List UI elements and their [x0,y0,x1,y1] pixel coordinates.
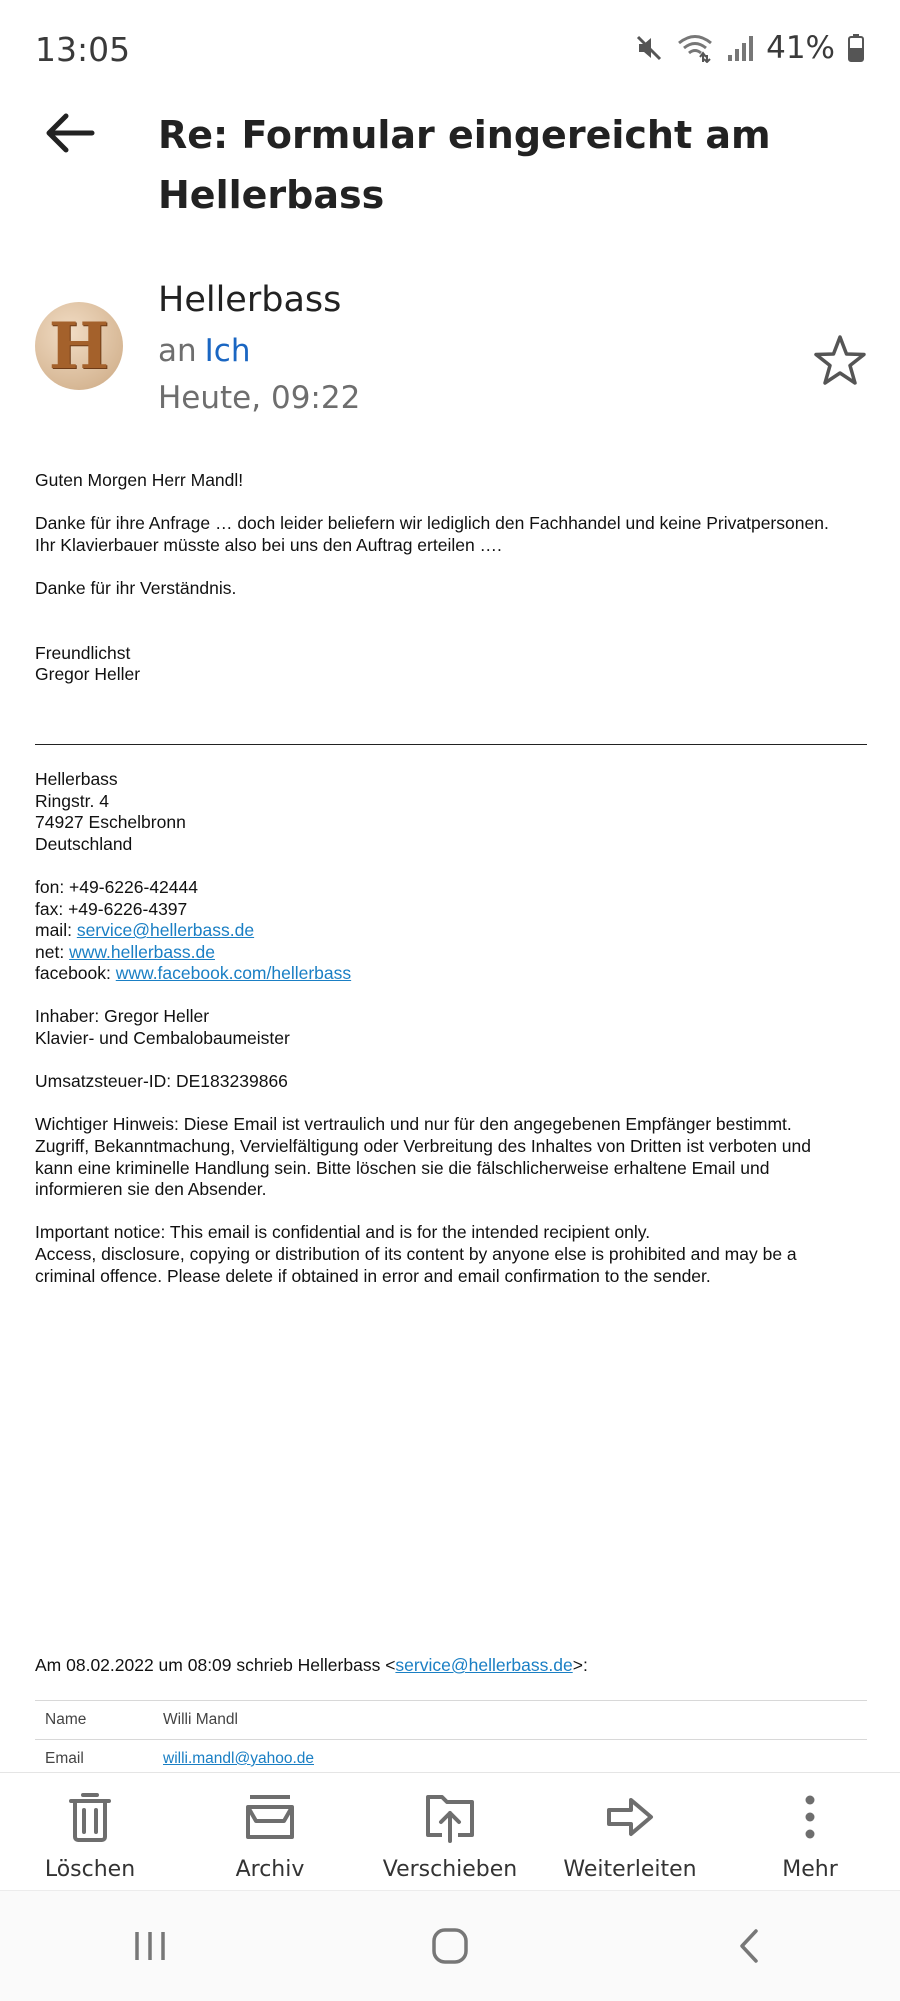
arrow-left-icon [40,108,100,158]
facebook-label: facebook: [35,963,116,984]
mail-label: mail: [35,920,77,941]
net-label: net: [35,941,70,962]
action-toolbar [0,1772,900,1891]
archive-label: Archiv [235,1857,305,1882]
email-body [35,470,867,1287]
archive-icon [244,1791,296,1843]
fax: fax: +49-6226-4397 [35,898,188,919]
quote-prefix: Am 08.02.2022 um 08:09 schrieb Hellerbass < [35,1655,396,1675]
email-subject: Re: Formular eingereicht am Hellerbass [158,113,771,217]
signal-icon [726,33,754,63]
recent-apps-icon [130,1926,170,1966]
net-line [35,942,867,964]
table-key: Email [35,1740,153,1779]
vat-id: Umsatzsteuer-ID: DE183239866 [35,1071,288,1092]
status-bar [0,0,900,100]
home-button[interactable] [390,1911,510,1981]
move-folder-icon [424,1791,476,1843]
quote-header [35,1655,867,1676]
more-button[interactable] [720,1773,900,1891]
greeting: Guten Morgen Herr Mandl! [35,470,244,490]
sender-name[interactable]: Hellerbass [158,280,342,320]
notice-de: kann eine kriminelle Handlung sein. Bitte löschen sie die fälschlicherweise erhaltene Email und [35,1157,770,1178]
delete-label: Löschen [44,1857,136,1882]
status-icons [634,30,865,66]
move-button[interactable] [360,1773,540,1891]
table-row [35,1701,867,1740]
mute-icon [634,33,664,63]
forward-button[interactable] [540,1773,720,1891]
owner: Inhaber: Gregor Heller [35,1006,210,1027]
trash-icon [67,1791,113,1843]
notice-en: Important notice: This email is confidential and is for the intended recipient only. [35,1222,651,1243]
owner-title: Klavier- und Cembalobaumeister [35,1028,290,1049]
street: Ringstr. 4 [35,790,109,811]
star-button[interactable] [812,333,868,389]
back-button[interactable] [40,108,100,158]
home-icon [430,1926,470,1966]
chevron-left-icon [730,1926,770,1966]
recipient-line [158,333,251,369]
notice-en: criminal offence. Please delete if obtained in error and email confirmation to the sender. [35,1265,711,1286]
mail-line [35,920,867,942]
forward-label: Weiterleiten [563,1857,697,1882]
body-line: Danke für ihr Verständnis. [35,577,237,598]
delete-button[interactable] [0,1773,180,1891]
forward-arrow-icon [604,1791,656,1843]
battery-percent: 41% [766,30,835,66]
quote-mail-link[interactable]: service@hellerbass.de [395,1655,573,1675]
more-vertical-icon [800,1791,820,1843]
wifi-icon [676,33,714,63]
notice-de: informieren sie den Absender. [35,1179,267,1200]
phone: fon: +49-6226-42444 [35,876,198,897]
navigation-bar [0,1890,900,2001]
move-label: Verschieben [382,1857,518,1882]
company-name: Hellerbass [35,768,118,789]
archive-button[interactable] [180,1773,360,1891]
quote-suffix: >: [572,1655,588,1675]
recipient-prefix: an [158,333,197,369]
battery-icon [847,33,865,63]
signature-name: Gregor Heller [35,664,141,685]
form-table [35,1700,867,1778]
body-line: Danke für ihre Anfrage … doch leider beliefern wir lediglich den Fachhandel und keine Privatpersonen. [35,513,829,534]
mail-link[interactable]: service@hellerbass.de [76,920,255,941]
signature-separator [35,744,867,745]
body-line: Ihr Klavierbauer müsste also bei uns den Auftrag erteilen …. [35,534,502,555]
table-value: Willi Mandl [153,1701,867,1740]
email-date: Heute, 09:22 [158,380,361,416]
facebook-link[interactable]: www.facebook.com/hellerbass [115,963,352,984]
recent-apps-button[interactable] [90,1911,210,1981]
recipient-name[interactable]: Ich [204,333,251,369]
system-back-button[interactable] [690,1911,810,1981]
notice-en: Access, disclosure, copying or distribution of its content by anyone else is prohibited and may be a [35,1244,797,1264]
avatar-letter: H [48,308,110,384]
status-time: 13:05 [35,30,131,69]
closing: Freundlichst [35,642,131,663]
avatar[interactable] [35,302,123,390]
website-link[interactable]: www.hellerbass.de [69,941,215,962]
more-label: Mehr [782,1857,838,1882]
notice-de: Zugriff, Bekanntmachung, Vervielfältigung oder Verbreitung des Inhaltes von Dritten ist verboten und [35,1136,811,1157]
star-icon [812,333,868,389]
table-key: Name [35,1701,153,1740]
email-value-link[interactable]: willi.mandl@yahoo.de [163,1750,315,1767]
city: 74927 Eschelbronn [35,812,186,833]
country: Deutschland [35,833,133,854]
notice-de: Wichtiger Hinweis: Diese Email ist vertraulich und nur für den angegebenen Empfänger bestimmt. [35,1114,792,1135]
facebook-line [35,963,867,985]
